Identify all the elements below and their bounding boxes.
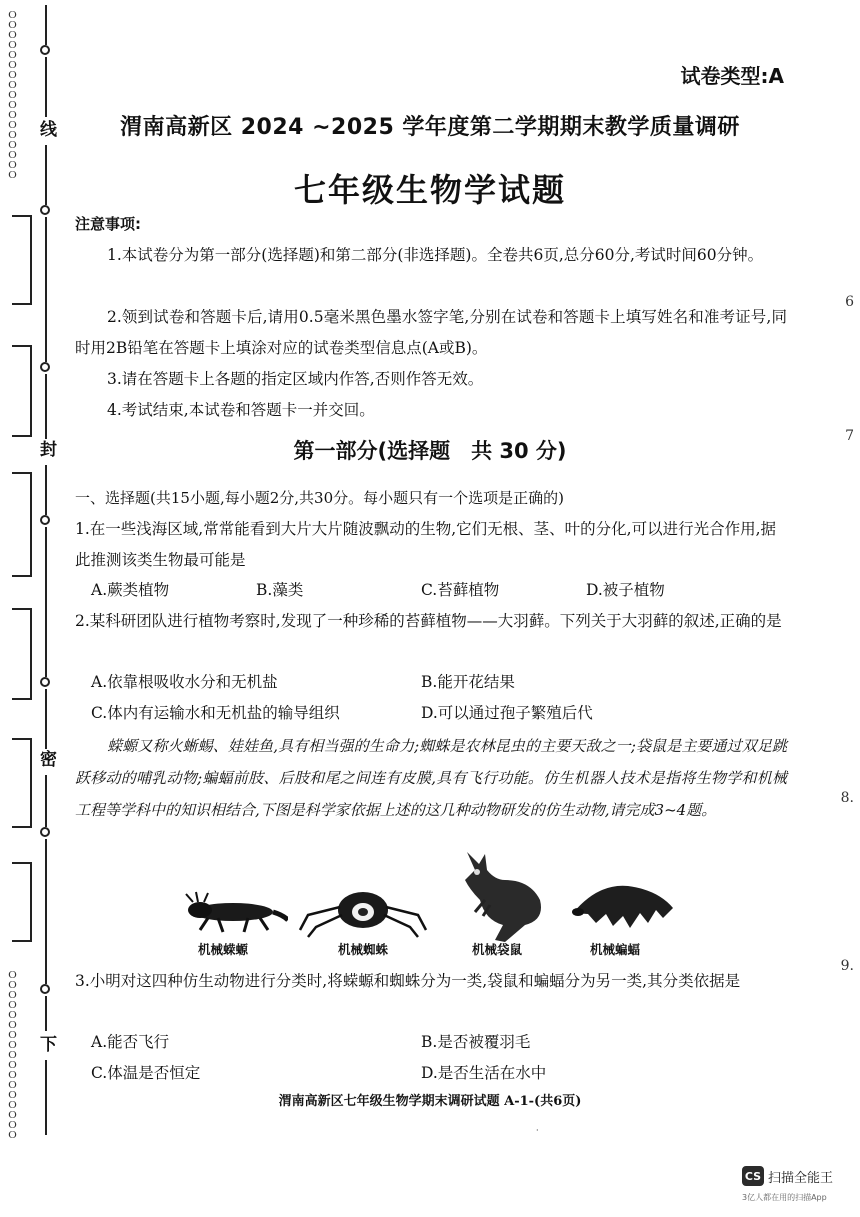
caption-mech-kangaroo: 机械袋鼠: [472, 942, 523, 957]
edge-number: 7: [845, 428, 854, 444]
mech-salamander-image: [178, 890, 288, 935]
binding-box: [12, 345, 32, 437]
binding-box: [12, 215, 32, 305]
scanner-tagline: 3亿人都在用的扫描App: [742, 1193, 827, 1202]
q1-option-b: B.藻类: [256, 581, 304, 599]
binding-circle: [40, 827, 50, 837]
binding-circle: [40, 677, 50, 687]
question-1-stem: [75, 514, 787, 576]
part1-title: 第一部分(选择题 共 30 分): [293, 439, 567, 463]
note-item-3: 3.请在答题卡上各题的指定区域内作答,否则作答无效。: [107, 370, 484, 388]
q2-option-d: D.可以通过孢子繁殖后代: [421, 704, 593, 722]
mech-kangaroo-image: [445, 850, 555, 950]
exam-subtitle: 七年级生物学试题: [293, 171, 566, 209]
question-1-text: 1.在一些浅海区域,常常能看到大片大片随波飘动的生物,它们无根、茎、叶的分化,可以进行光合作用,据此推测该类生物最可能是: [75, 520, 776, 569]
binding-circle: [40, 984, 50, 994]
edge-number: 8.: [840, 790, 854, 806]
edge-number: 9.: [840, 958, 854, 974]
binding-circle: [40, 362, 50, 372]
binding-line: [45, 839, 47, 984]
q1-option-d: D.被子植物: [586, 581, 665, 599]
binding-dots-bottom: ｏｏｏｏｏｏｏｏｏｏｏｏｏｏｏｏｏ: [6, 967, 20, 1142]
notes-heading: 注意事项:: [75, 215, 141, 233]
camscanner-logo-icon: CS: [742, 1166, 764, 1186]
exam-title: 渭南高新区 2024 ~2025 学年度第二学期期末教学质量调研: [120, 115, 740, 140]
q3-option-a: A.能否飞行: [91, 1033, 170, 1051]
mech-spider-image: [298, 885, 428, 940]
paper-type-label: 试卷类型:A: [680, 64, 784, 88]
binding-box: [12, 472, 32, 577]
binding-box: [12, 608, 32, 700]
q1-option-c: C.苔藓植物: [421, 581, 500, 599]
question-3-stem: 3.小明对这四种仿生动物进行分类时,将蝾螈和蜘蛛分为一类,袋鼠和蝙蝠分为另一类,其分类依据是: [75, 972, 741, 990]
question-2-stem: 2.某科研团队进行植物考察时,发现了一种珍稀的苔藓植物——大羽藓。下列关于大羽藓的叙述,正确的是: [75, 612, 782, 630]
q1-option-a: A.蕨类植物: [91, 581, 170, 599]
binding-box: [12, 862, 32, 942]
binding-char-mi: 密: [36, 750, 56, 767]
scanner-watermark: [742, 1166, 833, 1186]
stray-dot: ·: [536, 1126, 539, 1135]
scanner-app-name: 扫描全能王: [768, 1170, 834, 1186]
page-footer: 渭南高新区七年级生物学期末调研试题 A-1-(共6页): [278, 1094, 582, 1109]
material-paragraph: 蝾螈又称火蜥蜴、娃娃鱼,具有相当强的生命力;蜘蛛是农林昆虫的主要天敌之一;袋鼠是主要通过双足跳跃移动的哺乳动物;蝙蝠前肢、后肢和尾之间连有皮膜,具有飞行功能。仿生机器人技术是指将生物学和机械工程等学科中的知识相结合,下图是科学家依据上述的这几种动物研发的仿生动物,请完成3~4题。: [75, 737, 787, 819]
question-2-options-row1: [91, 670, 751, 692]
mech-bat-image: [568, 878, 678, 938]
question-3-options-row2: [91, 1061, 751, 1083]
section-heading: 一、选择题(共15小题,每小题2分,共30分。每小题只有一个选项是正确的): [75, 489, 564, 507]
binding-dots-top: ｏｏｏｏｏｏｏｏｏｏｏｏｏｏｏｏｏ: [6, 7, 20, 182]
q3-option-b: B.是否被覆羽毛: [421, 1033, 531, 1051]
binding-char-xian: 线: [36, 120, 56, 137]
binding-line: [45, 527, 47, 677]
caption-mech-bat: 机械蝙蝠: [590, 942, 641, 957]
binding-line: [45, 775, 47, 827]
q2-option-c: C.体内有运输水和无机盐的输导组织: [91, 704, 340, 722]
q3-option-c: C.体温是否恒定: [91, 1064, 201, 1082]
binding-line: [45, 689, 47, 749]
binding-circle: [40, 45, 50, 55]
binding-line: [45, 5, 47, 45]
binding-line: [45, 57, 47, 117]
binding-circle: [40, 515, 50, 525]
note-item-4: 4.考试结束,本试卷和答题卡一并交回。: [107, 401, 375, 419]
binding-box: [12, 738, 32, 828]
q2-option-b: B.能开花结果: [421, 673, 515, 691]
note-item-2: 2.领到试卷和答题卡后,请用0.5毫米黑色墨水签字笔,分别在试卷和答题卡上填写姓名和准考证号,同时用2B铅笔在答题卡上填涂对应的试卷类型信息点(A或B)。: [75, 308, 787, 357]
q2-option-a: A.依靠根吸收水分和无机盐: [91, 673, 278, 691]
bionic-animals-figure: [170, 850, 690, 960]
caption-mech-spider: 机械蜘蛛: [338, 942, 389, 957]
binding-line: [45, 996, 47, 1031]
caption-mech-salamander: 机械蝾螈: [198, 942, 249, 957]
binding-char-feng: 封: [36, 440, 56, 457]
question-2-options-row2: [91, 701, 751, 723]
binding-line: [45, 374, 47, 439]
question-3-options-row1: [91, 1030, 751, 1052]
edge-number: 6: [845, 294, 854, 310]
q3-option-d: D.是否生活在水中: [421, 1064, 547, 1082]
binding-line: [45, 217, 47, 362]
note-item-1: 1.本试卷分为第一部分(选择题)和第二部分(非选择题)。全卷共6页,总分60分,考试时间60分钟。: [107, 246, 764, 264]
binding-line: [45, 465, 47, 515]
binding-char-xia: 下: [36, 1035, 56, 1052]
question-1-options: [91, 578, 751, 600]
